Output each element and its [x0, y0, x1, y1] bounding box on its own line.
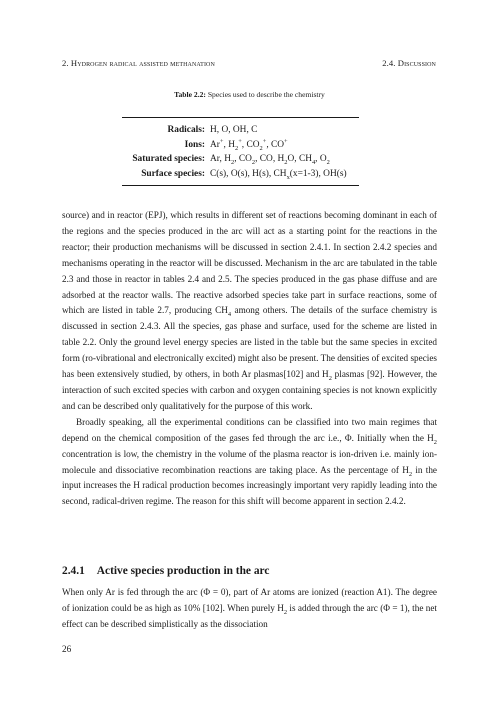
header-section-title: 2.4. Discussion	[382, 58, 436, 68]
table-caption-text: Species used to describe the chemistry	[205, 90, 325, 99]
table-row-value: C(s), O(s), H(s), $CH_x(x=1-3)$, OH(s)	[210, 168, 347, 181]
table-row-value: Ar+, $H_2^+$, $CO_2^+$, CO+	[210, 137, 288, 152]
table-caption-label: Table 2.2:	[174, 90, 206, 99]
body-text	[62, 208, 437, 510]
section-body	[62, 585, 437, 633]
species-table	[122, 117, 359, 186]
table-row-value: Ar, $H_2$, $CO_2$, CO, $H_2O$, $CH_4$, $O_2$	[210, 154, 330, 167]
running-header	[62, 58, 436, 68]
section-heading	[62, 565, 269, 577]
header-chapter-title: 2. Hydrogen radical assisted methanation	[62, 58, 215, 68]
table-row	[122, 152, 359, 167]
table-row	[122, 138, 359, 153]
table-row	[122, 123, 359, 138]
page-number: 26	[62, 644, 72, 654]
section-paragraph: When only Ar is fed through the arc (Φ = 0), part of Ar atoms are ionized (reaction A1). The degree of ionization could be as high as 10% [102]. When purely $H_2$ is added through the arc (Φ = 1), the net effect can be described simplistically as the dissociation	[62, 587, 437, 629]
paragraph: source) and in reactor (EPJ), which results in different set of reactions becoming dominant in each of the regions and the species produced in the arc will act as a starting point for the reactions in the reactor; their production mechanisms will be discussed in section 2.4.1. In section 2.4.2 species and mechanisms operating in the reactor will be discussed. Mechanism in the arc are tabulated in the table 2.3 and those in reactor in tables 2.4 and 2.5. The species produced in the gas phase diffuse and are adsorbed at the reactor walls. The reactive adsorbed species take part in surface reactions, some of which are listed in table 2.7, producing $CH_4$ among others. The details of the surface chemistry is discussed in section 2.4.3. All the species, gas phase and surface, used for the scheme are listed in table 2.2. Only the ground level energy species are listed in the table but the same species in excited form (ro-vibrational and electronically excited) might also be present. The densities of excited species has been extensively studied, by others, in both Ar plasmas[102] and $H_2$ plasmas [92]. However, the interaction of such excited species with carbon and oxygen containing species is not known explicitly and can be described only qualitatively for the purpose of this work.	[62, 210, 437, 411]
table-row	[122, 167, 359, 182]
table-row-label: Saturated species:	[132, 154, 205, 165]
paragraph: Broadly speaking, all the experimental conditions can be classified into two main regimes that depend on the chemical composition of the gases fed through the arc i.e., Φ. Initially when the $H_2$ concentration is low, the chemistry in the volume of the plasma reactor is ion-driven i.e. mainly ion-molecule and dissociative recombination reactions are taking place. As the percentage of $H_2$ in the input increases the H radical production becomes increasingly important very rapidly leading into the second, radical-driven regime. The reason for this shift will become apparent in section 2.4.2.	[62, 416, 437, 507]
table-row-label: Radicals:	[167, 125, 205, 135]
section-title: Active species production in the arc	[96, 565, 270, 577]
section-number: 2.4.1	[62, 565, 85, 577]
table-row-label: Surface species:	[141, 168, 205, 179]
table-caption	[0, 90, 499, 99]
table-row-label: Ions:	[184, 139, 205, 150]
table-row-value: H, O, OH, C	[210, 125, 258, 135]
